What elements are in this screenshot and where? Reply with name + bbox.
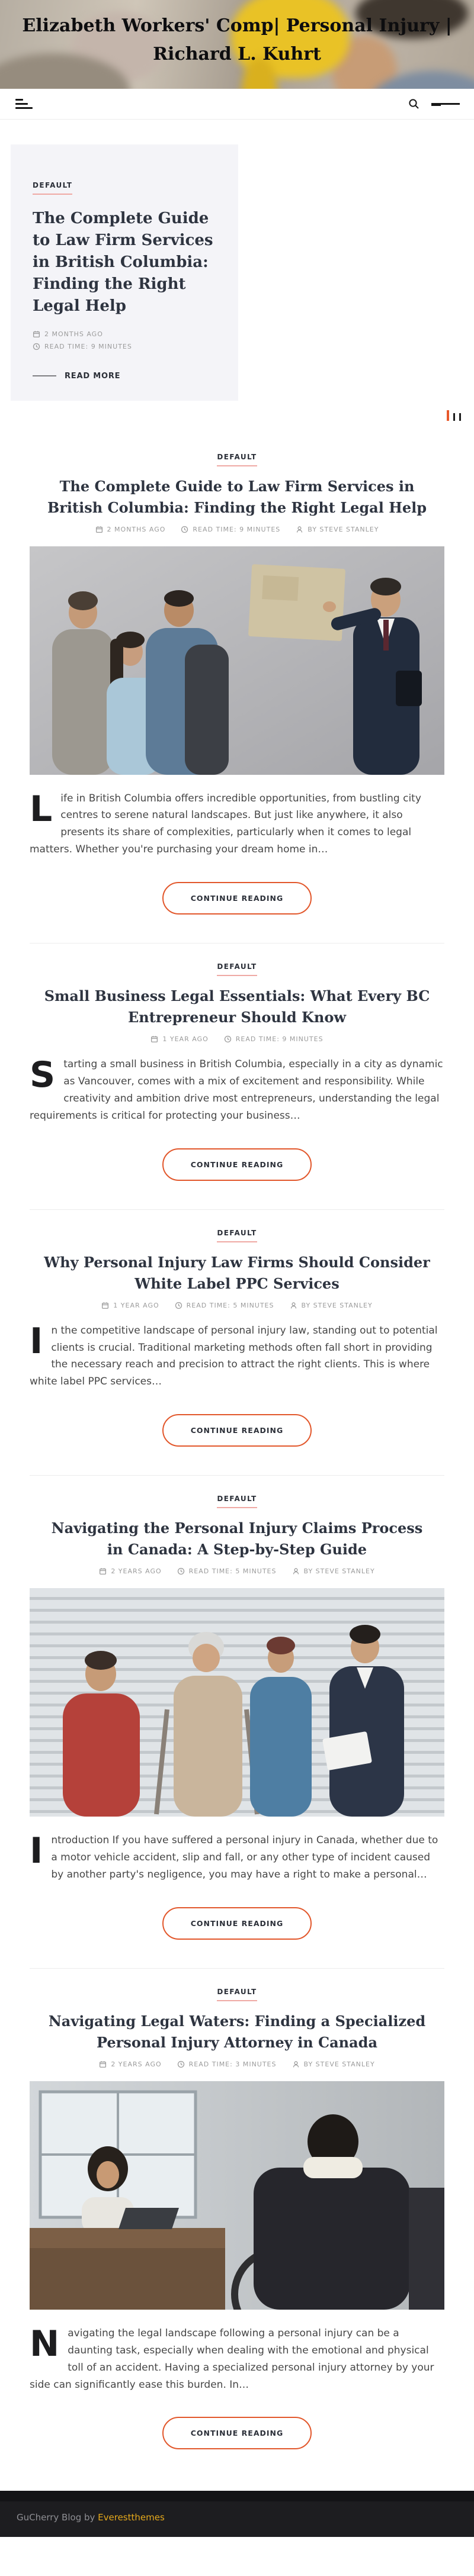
drop-cap: S (30, 1054, 56, 1096)
attorney-office-photo (30, 2081, 444, 2310)
post-date (99, 1567, 161, 1575)
category-badge[interactable]: DEFAULT (217, 453, 257, 466)
post-date (150, 1035, 208, 1043)
post-article (30, 1476, 444, 1940)
excerpt-text: n the competitive landscape of personal injury law, standing out to potential clients is crucial. Traditional marketing methods often fall short in providing the necessary reach and precision to attract the right clients. This is where white label PPC services… (30, 1324, 438, 1388)
post-title[interactable]: Small Business Legal Essentials: What Every BC Entrepreneur Should Know (44, 987, 430, 1026)
category-badge[interactable]: DEFAULT (217, 962, 257, 976)
post-read-time (175, 1302, 274, 1309)
post-author[interactable] (292, 2060, 375, 2068)
post-meta (30, 1302, 444, 1309)
excerpt-text: avigating the legal landscape following a personal injury can be a daunting task, especially when dealing with the emotional and physical toll of an accident. Having a specialized personal injury attorney by your side can significantly ease this burden. In… (30, 2327, 434, 2391)
post-excerpt (30, 1832, 444, 1883)
hamburger-icon[interactable] (13, 94, 35, 114)
post-excerpt (30, 1056, 444, 1125)
navbar (0, 89, 474, 120)
continue-reading-button[interactable]: CONTINUE READING (162, 882, 312, 915)
post-meta (30, 1567, 444, 1575)
search-icon[interactable] (407, 97, 421, 111)
featured-meta (33, 330, 214, 350)
slider-dot[interactable] (453, 413, 455, 421)
post-date (95, 526, 166, 533)
post-article (30, 944, 444, 1181)
site-title-line2: Richard L. Kuhrt (153, 44, 321, 65)
post-read-time (181, 526, 280, 533)
post-read-time (224, 1035, 324, 1043)
post-date-label: 1 YEAR AGO (162, 1035, 209, 1044)
drop-cap: I (30, 1830, 43, 1872)
slider-dot-active[interactable] (447, 410, 449, 421)
post-author[interactable] (296, 526, 379, 533)
post-author-label: BY STEVE STANLEY (308, 525, 379, 533)
post-excerpt (30, 2325, 444, 2394)
excerpt-text: tarting a small business in British Columbia, especially in a city as dynamic as Vancouver, comes with a mix of excitement and responsibility. While creativity and ambition drive most entrepreneurs, understanding the legal requirements is critical for protecting your business… (30, 1058, 443, 1122)
post-meta (30, 526, 444, 533)
post-featured-image[interactable] (30, 1588, 444, 1817)
post-date-label: 1 YEAR AGO (113, 1301, 159, 1309)
post-meta (30, 1035, 444, 1043)
post-date-label: 2 YEARS AGO (111, 1567, 162, 1576)
post-date (101, 1302, 159, 1309)
read-more-link[interactable] (33, 372, 214, 381)
category-badge[interactable]: DEFAULT (217, 1988, 257, 2001)
excerpt-text: ife in British Columbia offers incredible opportunities, from bustling city centres to serene natural landscapes. But just like anywhere, it also presents its share of complexities, particularly when it comes to legal matters. Whether you're purchasing your dream home in… (30, 792, 421, 856)
post-excerpt (30, 790, 444, 859)
post-title[interactable]: Navigating Legal Waters: Finding a Specialized Personal Injury Attorney in Canada (48, 2012, 426, 2051)
drop-cap: N (30, 2323, 60, 2365)
footer-top-strip (0, 2491, 474, 2501)
navbar-right (407, 97, 461, 111)
slider-pagination (447, 410, 461, 421)
law-firm-group-photo (30, 546, 444, 775)
post-featured-image[interactable] (30, 546, 444, 775)
post-article (30, 1969, 444, 2450)
continue-reading-button[interactable]: CONTINUE READING (162, 1414, 312, 1447)
post-read-time (177, 1567, 277, 1575)
continue-reading-button[interactable]: CONTINUE READING (162, 1148, 312, 1181)
post-read-time-label: READ TIME: 9 MINUTES (44, 342, 132, 350)
category-badge[interactable]: DEFAULT (217, 1229, 257, 1242)
post-date-label: 2 MONTHS AGO (107, 525, 166, 533)
continue-reading-button[interactable]: CONTINUE READING (162, 2417, 312, 2449)
read-more-label: READ MORE (65, 371, 121, 381)
post-author-label: BY STEVE STANLEY (301, 1301, 373, 1309)
post-read-time (33, 343, 132, 350)
post-read-time-label: READ TIME: 3 MINUTES (188, 2060, 277, 2068)
post-author-label: BY STEVE STANLEY (303, 1567, 375, 1576)
category-badge[interactable]: DEFAULT (33, 181, 72, 195)
footer (0, 2491, 474, 2537)
post-title[interactable]: Why Personal Injury Law Firms Should Consider White Label PPC Services (44, 1253, 430, 1292)
post-read-time (177, 2060, 277, 2068)
sidebar-list-icon[interactable] (430, 101, 461, 108)
excerpt-text: ntroduction If you have suffered a personal injury in Canada, whether due to a motor vehicle accident, slip and fall, or any other type of incident caused by another party's negligence, you may have a right to make a personal… (51, 1834, 438, 1881)
site-title-line1: Elizabeth Workers' Comp| Personal Injury | (22, 15, 452, 36)
post-title[interactable]: Navigating the Personal Injury Claims Process in Canada: A Step-by-Step Guide (51, 1519, 423, 1559)
post-excerpt (30, 1322, 444, 1391)
featured-slider (0, 120, 474, 432)
post-date (99, 2060, 161, 2068)
post-featured-image[interactable] (30, 2081, 444, 2310)
post-title[interactable]: The Complete Guide to Law Firm Services in British Columbia: Finding the Right Legal Help (47, 477, 427, 516)
post-read-time-label: READ TIME: 9 MINUTES (235, 1035, 324, 1044)
post-read-time-label: READ TIME: 5 MINUTES (186, 1301, 274, 1309)
post-date-label: 2 YEARS AGO (111, 2060, 162, 2068)
featured-card (11, 144, 238, 401)
footer-credit-text: GuCherry Blog by (17, 2512, 98, 2523)
injury-claims-photo (30, 1588, 444, 1817)
post-list (0, 432, 474, 2450)
footer-credit (0, 2501, 474, 2537)
post-author-label: BY STEVE STANLEY (303, 2060, 375, 2068)
site-title[interactable] (0, 0, 474, 69)
post-read-time-label: READ TIME: 9 MINUTES (193, 525, 281, 533)
read-more-dash (33, 375, 56, 376)
post-date (33, 330, 103, 338)
post-article (30, 434, 444, 915)
site-header (0, 0, 474, 89)
drop-cap: I (30, 1320, 43, 1362)
post-read-time-label: READ TIME: 5 MINUTES (188, 1567, 277, 1576)
category-badge[interactable]: DEFAULT (217, 1495, 257, 1508)
post-article (30, 1210, 444, 1447)
continue-reading-button[interactable]: CONTINUE READING (162, 1907, 312, 1940)
drop-cap: L (30, 788, 53, 830)
post-meta (30, 2060, 444, 2068)
featured-title[interactable]: The Complete Guide to Law Firm Services in British Columbia: Finding the Right Legal Help (33, 210, 213, 315)
footer-theme-link[interactable]: Everestthemes (98, 2512, 165, 2523)
post-date-label: 2 MONTHS AGO (44, 330, 103, 338)
slider-dot[interactable] (459, 413, 461, 421)
post-author[interactable] (292, 1567, 375, 1575)
post-author[interactable] (290, 1302, 373, 1309)
